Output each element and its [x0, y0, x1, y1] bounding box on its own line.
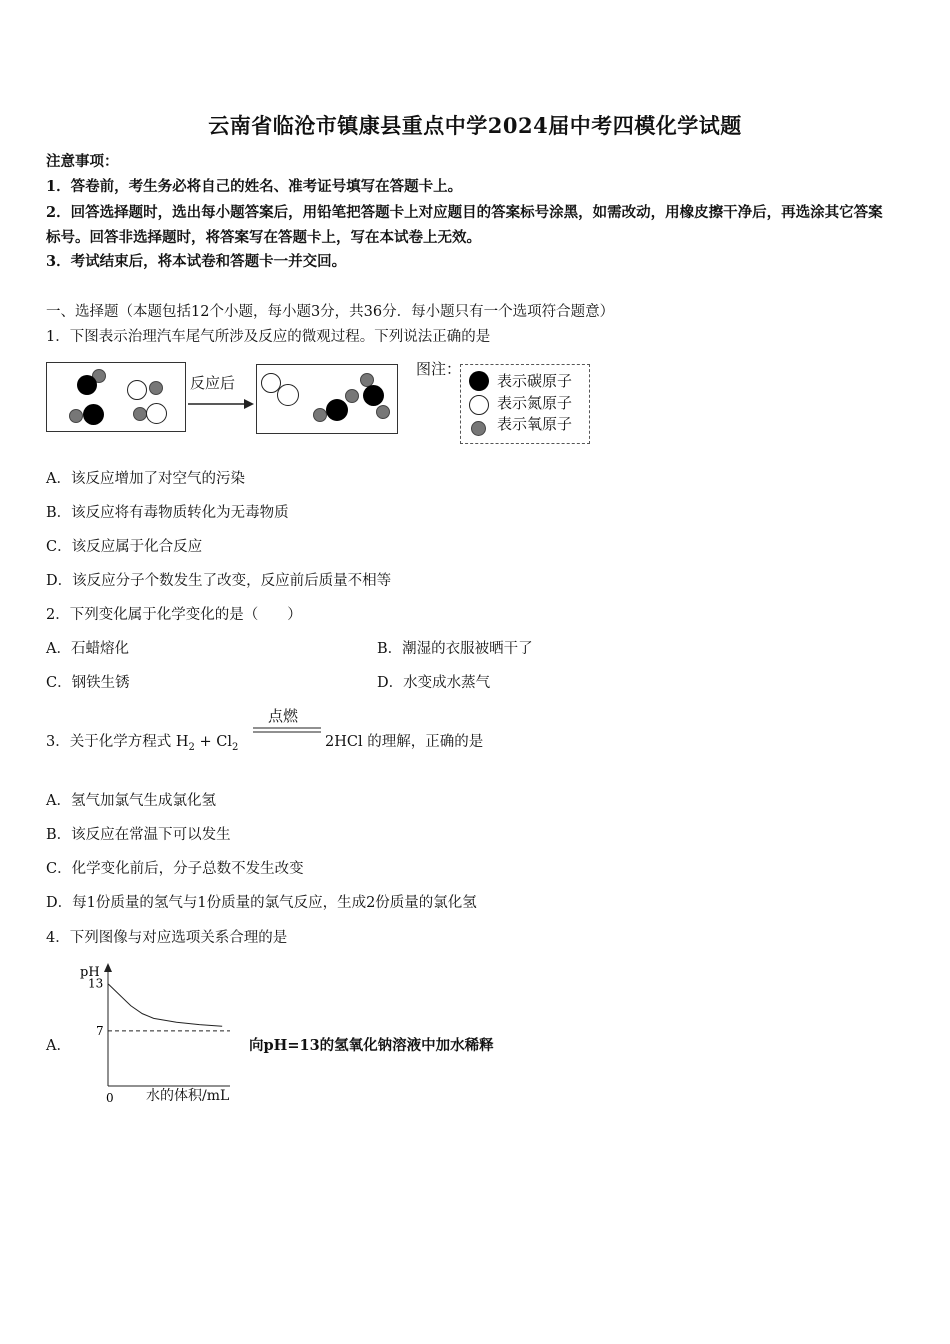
q1-option-c: C．该反应属于化合反应 [46, 539, 203, 555]
q1-option-b: B．该反应将有毒物质转化为无毒物质 [46, 505, 289, 521]
legend-carbon: 表示碳原子 [497, 372, 573, 390]
q2-option-b: B．潮湿的衣服被晒干了 [377, 641, 533, 657]
oxygen-atom [133, 407, 147, 421]
legend-box [460, 364, 590, 444]
y-axis-label: pH [80, 965, 100, 980]
y-tick-label-13: 13 [88, 976, 104, 991]
q3-option-a: A．氢气加氯气生成氯化氢 [46, 793, 216, 809]
notice-item-1: 1．答卷前，考生务必将自己的姓名、准考证号填写在答题卡上。 [46, 178, 463, 195]
oxygen-atom [313, 408, 327, 422]
oxygen-atom [149, 381, 163, 395]
oxygen-atom [376, 405, 390, 419]
arrow-label: 反应后 [190, 374, 236, 392]
q2-stem: 2．下列变化属于化学变化的是（ ） [46, 607, 302, 623]
nitrogen-atom [277, 384, 299, 406]
y-axis-arrow-icon [104, 963, 112, 972]
carbon-atom [77, 375, 97, 395]
notice-heading: 注意事项： [46, 153, 119, 170]
q1-option-a: A．该反应增加了对空气的污染 [46, 471, 245, 487]
section-heading: 一、选择题（本题包括12个小题，每小题3分，共36分．每小题只有一个选项符合题意） [46, 304, 615, 320]
carbon-atom [363, 385, 384, 406]
nitrogen-atom [146, 403, 167, 424]
h2-formula: H [175, 734, 189, 750]
legend-nitrogen: 表示氮原子 [497, 394, 573, 412]
q3-option-c: C．化学变化前后，分子总数不发生改变 [46, 861, 304, 877]
q3-option-b: B．该反应在常温下可以发生 [46, 827, 231, 843]
x-axis-label: 水的体积/mL [146, 1088, 230, 1104]
q3-stem-suffix: 2HCl 的理解，正确的是 [325, 734, 484, 750]
q2-option-c: C．钢铁生锈 [46, 675, 130, 691]
origin-label: 0 [106, 1091, 114, 1105]
oxygen-atom [69, 409, 83, 423]
q3-stem-prefix: 3．关于化学方程式 [46, 734, 176, 750]
nitrogen-atom [127, 380, 147, 400]
after-box [256, 364, 398, 434]
equals-sign-icon [253, 726, 321, 734]
reaction-condition: 点燃 [268, 707, 299, 725]
cl2-subscript: 2 [231, 741, 239, 753]
reaction-arrow-icon [186, 398, 256, 410]
q4-option-a-label: A． [46, 1038, 71, 1054]
q3-stem [46, 732, 238, 758]
notice-item-3: 3．考试结束后，将本试卷和答题卡一并交回。 [46, 253, 347, 270]
cl2-formula: + Cl [194, 734, 232, 750]
q1-stem: 1．下图表示治理汽车尾气所涉及反应的微观过程。下列说法正确的是 [46, 329, 491, 345]
before-box [46, 362, 186, 432]
page-title: 云南省临沧市镇康县重点中学2024届中考四模化学试题 [208, 113, 742, 138]
reaction-diagram [46, 362, 591, 444]
oxygen-legend-icon [471, 421, 486, 436]
oxygen-atom [345, 389, 359, 403]
y-tick-label-7: 7 [96, 1023, 104, 1038]
ph-curve [108, 984, 222, 1026]
nitrogen-legend-icon [469, 395, 489, 415]
q4-stem: 4．下列图像与对应选项关系合理的是 [46, 930, 288, 946]
legend-title: 图注： [416, 360, 462, 378]
carbon-atom [326, 399, 348, 421]
notice-item-2: 2．回答选择题时，选出每小题答案后，用铅笔把答题卡上对应题目的答案标号涂黑，如需改动，用橡皮擦干净后，再选涂其它答案标号。回答非选择题时，将答案写在答题卡上，写在本试卷上无效。 [46, 204, 883, 246]
carbon-atom [83, 404, 104, 425]
q2-option-d: D．水变成水蒸气 [377, 675, 491, 691]
q3-option-d: D．每1份质量的氢气与1份质量的氯气反应，生成2份质量的氯化氢 [46, 895, 477, 911]
q4-option-a-text: 向pH=13的氢氧化钠溶液中加水稀释 [249, 1037, 494, 1054]
q2-option-a: A．石蜡熔化 [46, 641, 129, 657]
q1-option-d: D．该反应分子个数发生了改变，反应前后质量不相等 [46, 573, 392, 589]
h2-subscript: 2 [188, 741, 195, 753]
legend-oxygen: 表示氧原子 [497, 415, 573, 433]
carbon-legend-icon [469, 371, 489, 391]
